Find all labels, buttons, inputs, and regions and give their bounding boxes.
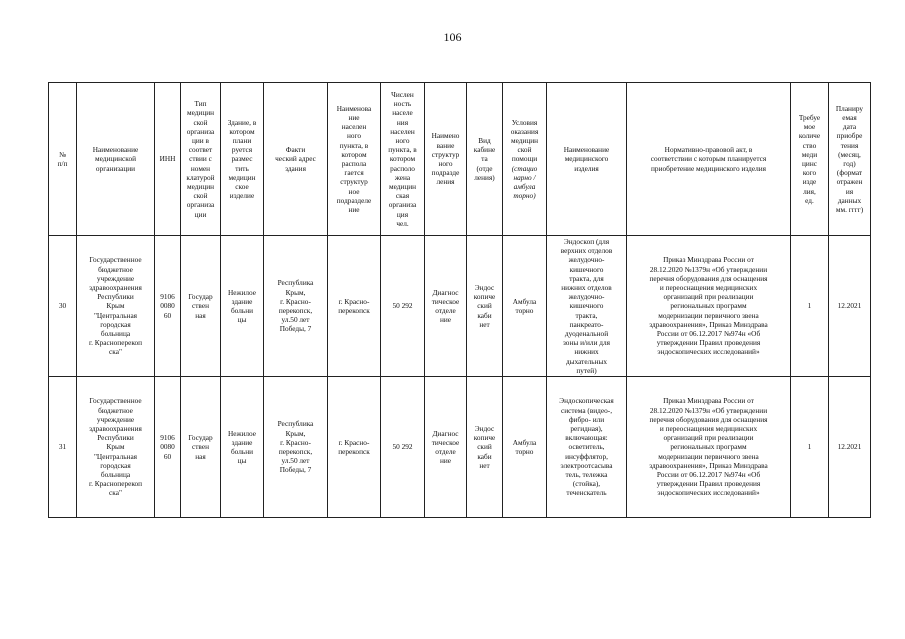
header-act: Нормативно-правовой акт, в соответствии с которым планируется приобретение медицинского изделия (627, 83, 791, 236)
cell-cabinet: Эндос копиче ский каби нет (467, 377, 503, 518)
cell-locality: г. Красно- перекопск (328, 236, 381, 377)
cell-unit: Диагнос тическое отделе ние (425, 236, 467, 377)
cell-inn: 9106 0080 60 (155, 236, 181, 377)
cell-org-type: Государ ствен ная (181, 236, 221, 377)
header-unit: Наимено вание структур ного подразде ления (425, 83, 467, 236)
cell-date: 12.2021 (829, 236, 871, 377)
cell-num: 30 (49, 236, 77, 377)
header-qty: Требуе мое количе ство меди цинс кого изде лия, ед. (791, 83, 829, 236)
cell-cabinet: Эндос копиче ский каби нет (467, 236, 503, 377)
header-row (49, 83, 871, 236)
cell-conditions: Амбула торно (503, 236, 547, 377)
page-number: 106 (443, 30, 462, 44)
cell-building: Нежилое здание больни цы (221, 377, 264, 518)
header-address: Факти ческий адрес здания (264, 83, 328, 236)
cell-org: Государственное бюджетное учреждение здравоохранения Республики Крым "Центральная городская больница г. Красноперекоп ска" (77, 236, 155, 377)
header-conditions-note: (стацио нарно / амбула торно) (511, 163, 538, 201)
cell-device: Эндоскоп (для верхних отделов желудочно- кишечного тракта, для нижних отделов желудочно- кишечного тракта, панкреато- дуоденальной зоны и/или для нижних дыхательных путей) (547, 236, 627, 377)
header-org: Наименование медицинской организации (77, 83, 155, 236)
header-inn: ИНН (155, 83, 181, 236)
header-device: Наименование медицинского изделия (547, 83, 627, 236)
header-population: Числен ность населе ния населен ного пункта, в котором располо жена медицин ская организа ция чел. (381, 83, 425, 236)
cell-address: Республика Крым, г. Красно- перекопск, ул.50 лет Победы, 7 (264, 236, 328, 377)
cell-org: Государственное бюджетное учреждение здравоохранения Республики Крым "Центральная городская больница г. Красноперекоп ска" (77, 377, 155, 518)
header-org-type: Тип медицин ской организа ции в соответ ствии с номен клатурой медицин ской организа ции (181, 83, 221, 236)
cell-locality: г. Красно- перекопск (328, 377, 381, 518)
header-building: Здание, в котором плани руется размес тить медицин ское изделие (221, 83, 264, 236)
header-locality: Наименова ние населен ного пункта, в котором распола гается структур ное подразделе ние (328, 83, 381, 236)
cell-num: 31 (49, 377, 77, 518)
table-row (49, 236, 871, 377)
cell-date: 12.2021 (829, 377, 871, 518)
cell-unit: Диагнос тическое отделе ние (425, 377, 467, 518)
cell-inn: 9106 0080 60 (155, 377, 181, 518)
header-conditions (503, 83, 547, 236)
cell-device: Эндоскопическая система (видео-, фибро- или регидная), включающая: осветитель, инсуффлятор, электроотсасыва тель, тележка (стойка), теченскатель (547, 377, 627, 518)
header-conditions-label: Условия оказания медицин ской помощи (510, 117, 539, 164)
cell-org-type: Государ ствен ная (181, 377, 221, 518)
cell-act: Приказ Минздрава России от 28.12.2020 №1379н «Об утверждении перечня оборудования для оснащения и переоснащения медицинских организаций при реализации региональных программ модернизации первичного звена здравоохранения», Приказ Минздрава России от 06.12.2017 №974н «Об утверждении Правил проведения эндоскопических исследований» (627, 377, 791, 518)
cell-building: Нежилое здание больни цы (221, 236, 264, 377)
cell-qty: 1 (791, 236, 829, 377)
cell-population: 50 292 (381, 377, 425, 518)
header-cabinet: Вид кабине та (отде ления) (467, 83, 503, 236)
equipment-table (48, 82, 871, 518)
header-date: Планиру емая дата приобре тения (месяц, год) (формат отражен ия данных мм. гггг) (829, 83, 871, 236)
cell-address: Республика Крым, г. Красно- перекопск, ул.50 лет Победы, 7 (264, 377, 328, 518)
cell-act: Приказ Минздрава России от 28.12.2020 №1379н «Об утверждении перечня оборудования для оснащения и переоснащения медицинских организаций при реализации региональных программ модернизации первичного звена здравоохранения», Приказ Минздрава России от 06.12.2017 №974н «Об утверждении Правил проведения эндоскопических исследований» (627, 236, 791, 377)
cell-conditions: Амбула торно (503, 377, 547, 518)
cell-population: 50 292 (381, 236, 425, 377)
table-row (49, 377, 871, 518)
cell-qty: 1 (791, 377, 829, 518)
header-num: № п/п (49, 83, 77, 236)
